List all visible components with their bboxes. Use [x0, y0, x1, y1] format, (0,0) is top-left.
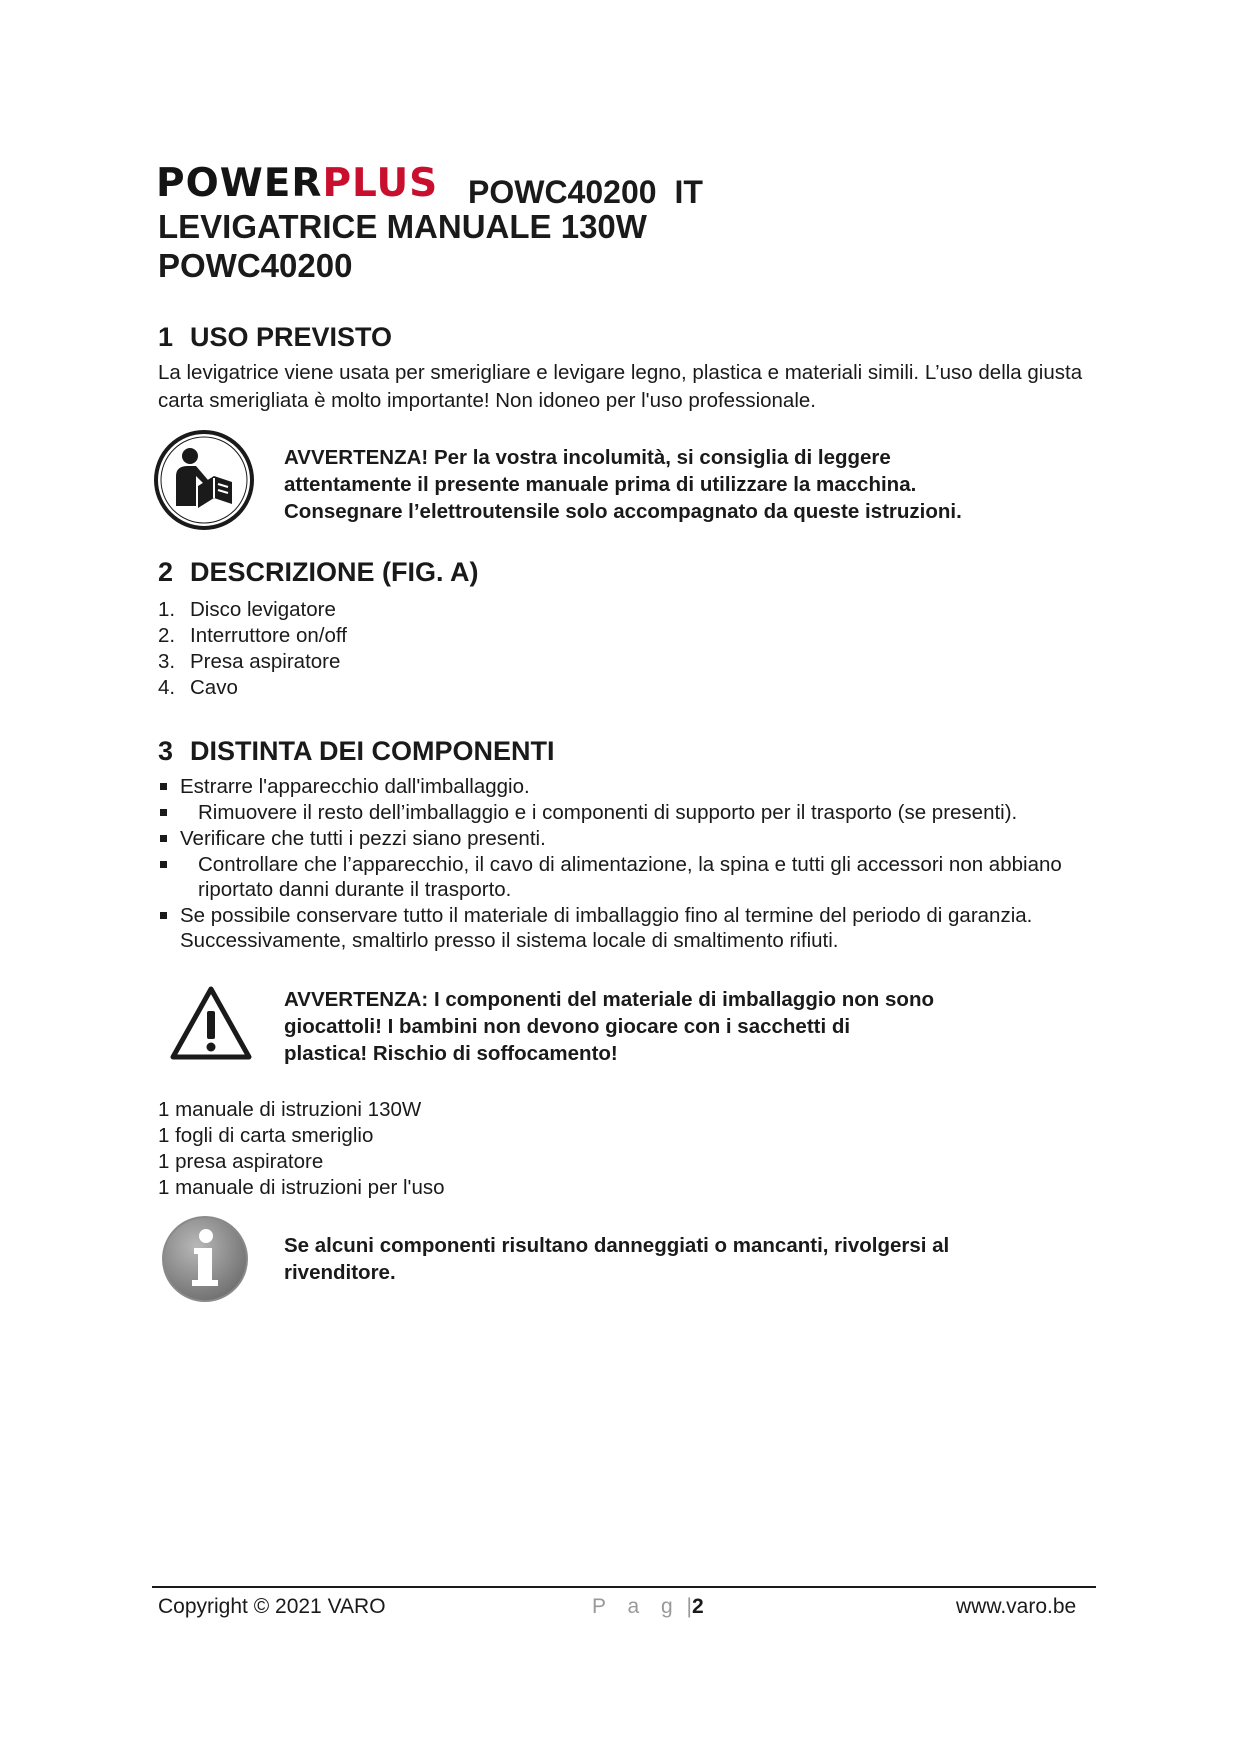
list-item	[158, 675, 347, 701]
list-item-number: 2.	[158, 624, 176, 647]
list-item-label: Cavo	[190, 676, 238, 699]
contents-item: 1 fogli di carta smeriglio	[158, 1124, 374, 1147]
info-note	[284, 1232, 1114, 1286]
language-code: IT	[674, 174, 703, 210]
model-code	[468, 174, 703, 210]
list-item-label: Interruttore on/off	[190, 624, 347, 647]
section-3-number: 3	[158, 736, 174, 766]
model-number: POWC40200	[468, 174, 657, 210]
warning-line: attentamente il presente manuale prima di utilizzare la macchina.	[284, 473, 917, 496]
list-item-number: 4.	[158, 676, 176, 699]
section-1-title: USO PREVISTO	[190, 322, 393, 352]
list-item-label: Presa aspiratore	[190, 650, 341, 673]
section-2-title: DESCRIZIONE (FIG. A)	[190, 557, 479, 587]
page-subtitle: POWC40200	[158, 247, 353, 284]
footer-website: www.varo.be	[956, 1595, 1077, 1618]
page-separator: |	[686, 1595, 692, 1618]
bullet-item: Rimuovere il resto dell’imballaggio e i componenti di supporto per il trasporto (se presenti).	[158, 800, 1158, 825]
bullet-item: Estrarre l'apparecchio dall'imballaggio.	[158, 774, 1158, 799]
package-contents-list	[158, 1097, 445, 1201]
warning-line: AVVERTENZA: I componenti del materiale di imballaggio non sono	[284, 988, 934, 1011]
warning-triangle-icon	[168, 984, 254, 1062]
logo-power: POWER	[156, 161, 323, 206]
read-manual-icon	[152, 428, 256, 532]
footer-divider	[152, 1586, 1096, 1588]
warning-line: giocattoli! I bambini non devono giocare con i sacchetti di	[284, 1015, 851, 1038]
section-2-number: 2	[158, 557, 174, 587]
page-number: 2	[691, 1595, 704, 1618]
list-item-label: Disco levigatore	[190, 598, 336, 621]
list-item	[158, 623, 347, 649]
section-3-heading	[158, 735, 555, 767]
section-3-warning	[284, 986, 1114, 1067]
component-checklist	[158, 774, 1158, 953]
footer-copyright: Copyright © 2021 VARO	[158, 1595, 386, 1618]
list-item	[158, 649, 347, 675]
section-1-text: La levigatrice viene usata per smerigliare e levigare legno, plastica e materiali simili. L’uso della giusta carta smerigliata è molto importante! Non idoneo per l'uso professionale.	[158, 361, 1083, 412]
bullet-item: Verificare che tutti i pezzi siano presenti.	[158, 826, 1158, 851]
list-item-number: 1.	[158, 598, 176, 621]
info-icon	[160, 1214, 250, 1304]
page-label: P a g	[592, 1595, 681, 1618]
warning-line: plastica! Rischio di soffocamento!	[284, 1042, 618, 1065]
list-item-number: 3.	[158, 650, 176, 673]
warning-line: AVVERTENZA! Per la vostra incolumità, si consiglia di leggere	[284, 446, 891, 469]
section-3-title: DISTINTA DEI COMPONENTI	[190, 736, 555, 766]
section-1-number: 1	[158, 322, 174, 352]
list-item	[158, 597, 347, 623]
logo-plus: PLUS	[322, 161, 439, 206]
page-title: LEVIGATRICE MANUALE 130W	[158, 208, 647, 245]
contents-item: 1 presa aspiratore	[158, 1150, 324, 1173]
info-line: Se alcuni componenti risultano danneggiati o mancanti, rivolgersi al	[284, 1234, 950, 1257]
description-list	[158, 597, 347, 701]
brand-logo	[156, 162, 438, 206]
section-2-heading	[158, 556, 479, 588]
contents-item: 1 manuale di istruzioni per l'uso	[158, 1176, 445, 1199]
contents-item: 1 manuale di istruzioni 130W	[158, 1098, 422, 1121]
bullet-item: Controllare che l’apparecchio, il cavo di alimentazione, la spina e tutti gli accessori non abbiano riportato danni durante il trasporto.	[158, 852, 1128, 902]
section-1-heading	[158, 321, 392, 353]
section-1-warning	[284, 444, 1114, 525]
info-line: rivenditore.	[284, 1261, 396, 1284]
warning-line: Consegnare l’elettroutensile solo accompagnato da queste istruzioni.	[284, 500, 962, 523]
bullet-item: Se possibile conservare tutto il materiale di imballaggio fino al termine del periodo di garanzia. Successivamente, smaltirlo presso il sistema locale di smaltimento rifiuti.	[158, 903, 1060, 953]
footer-page	[592, 1594, 704, 1620]
